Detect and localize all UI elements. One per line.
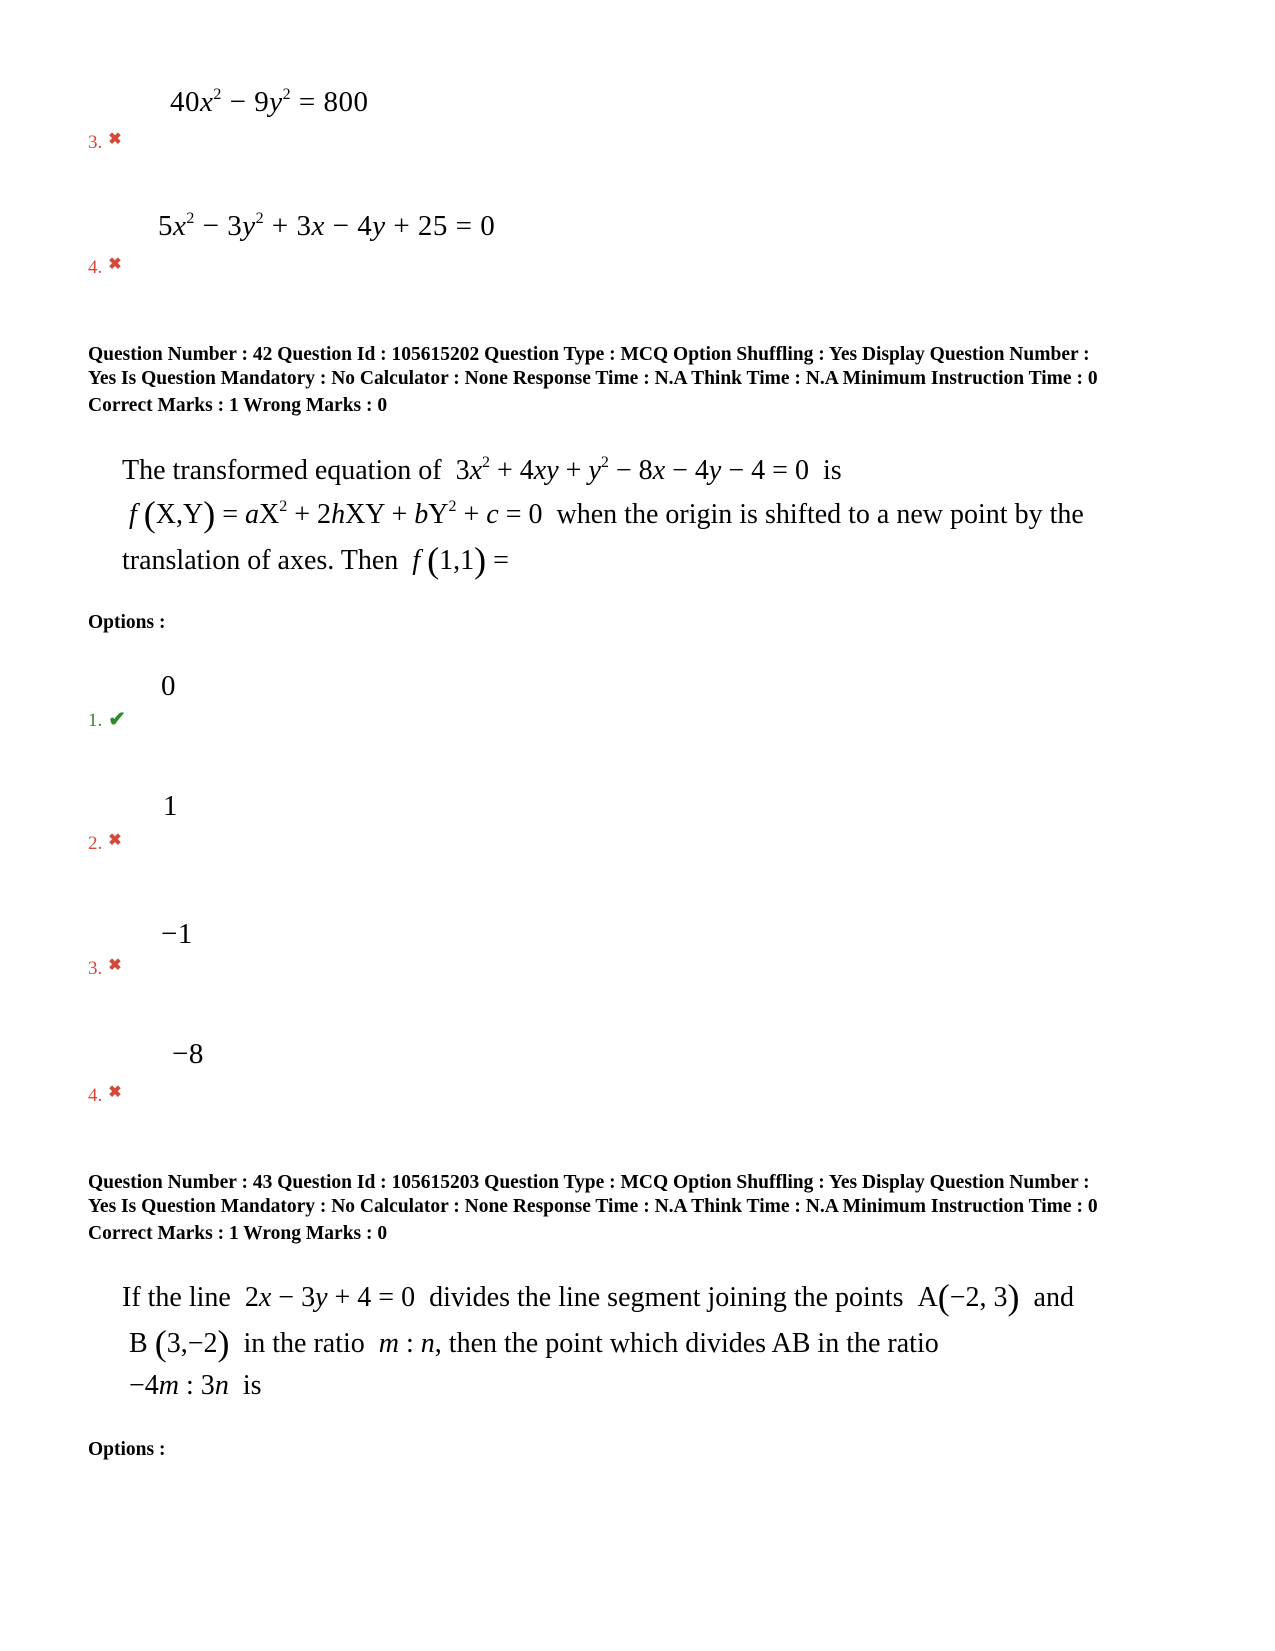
cross-mark-icon: ✖ (108, 131, 122, 148)
option-number: 4. (88, 1085, 103, 1106)
prev-option-4-equation: $5x^2 - 3y^2 + 3x - 4y + 25 = 0$ (158, 210, 496, 242)
option-2-value: 1 (163, 790, 178, 822)
option-1-value: 0 (161, 670, 176, 702)
options-heading: Options : (88, 1439, 166, 1460)
meta-line: Question Number : 43 Question Id : 105615203 Question Type : MCQ Option Shuffling : Yes Display Question Number : (88, 1172, 1090, 1193)
question-line: B (3,−2) in the ratio m : n, then the point which divides AB in the ratio (122, 1323, 939, 1363)
equation: m : n (378, 1328, 435, 1359)
option-number: 1. (88, 710, 103, 731)
option-1-label (88, 706, 126, 732)
cross-mark-icon: ✖ (108, 957, 122, 974)
question-line: If the line 2x − 3y + 4 = 0 divides the line segment joining the points A(−2, 3) and (122, 1277, 1074, 1317)
cross-mark-icon: ✖ (108, 832, 122, 849)
question-line: translation of axes. Then f (1,1) = (122, 540, 509, 580)
cross-mark-icon: ✖ (108, 1084, 122, 1101)
option-4-label (88, 1085, 122, 1107)
question-line: f $(X,Y) = aX^2 + 2hXY + bY^2 + c = 0$ when the origin is shifted to a new point by the (122, 499, 1084, 545)
options-heading: Options : (88, 612, 166, 633)
prev-option-4-label (88, 257, 122, 279)
cross-mark-icon: ✖ (108, 256, 122, 273)
equation: 2x − 3y + 4 = 0 (237, 1282, 423, 1313)
question-line: −4m : 3n is (122, 1370, 262, 1401)
question-42-text (122, 455, 1084, 589)
equation: B (3,−2) (122, 1323, 230, 1363)
prev-option-3-label (88, 132, 122, 154)
option-number: 2. (88, 833, 103, 854)
equation: $3x^2 + 4xy + y^2 - 8x - 4y - 4 = 0$ (448, 454, 816, 486)
check-mark-icon: ✔ (108, 706, 126, 731)
option-number: 3. (88, 958, 103, 979)
option-2-label (88, 833, 122, 855)
equation: f (1,1) = (412, 540, 509, 580)
meta-line: Question Number : 42 Question Id : 105615202 Question Type : MCQ Option Shuffling : Yes Display Question Number : (88, 344, 1090, 365)
question-line: The transformed equation of $3x^2 + 4xy + y^2 - 8x - 4y - 4 = 0$ is (122, 454, 842, 486)
prev-option-3-equation: $40x^2 - 9y^2 = 800$ (170, 86, 369, 118)
equation: A(−2, 3) (910, 1277, 1020, 1317)
question-43-meta (88, 1171, 1098, 1246)
question-42-meta (88, 343, 1098, 418)
option-3-value: −1 (161, 918, 193, 950)
equation: −4m : 3n (122, 1370, 229, 1401)
equation: f $(X,Y) = aX^2 + 2hXY + bY^2 + c = 0$ (129, 494, 550, 534)
meta-line: Yes Is Question Mandatory : No Calculator : None Response Time : N.A Think Time : N.A Minimum Instruction Time : 0 (88, 1196, 1098, 1217)
option-4-value: −8 (172, 1038, 204, 1070)
meta-line: Correct Marks : 1 Wrong Marks : 0 (88, 395, 388, 416)
option-number: 3. (88, 132, 103, 153)
option-number: 4. (88, 257, 103, 278)
question-43-text (122, 1277, 1074, 1410)
meta-line: Yes Is Question Mandatory : No Calculator : None Response Time : N.A Think Time : N.A Minimum Instruction Time : 0 (88, 368, 1098, 389)
meta-line: Correct Marks : 1 Wrong Marks : 0 (88, 1223, 388, 1244)
option-3-label (88, 958, 122, 980)
